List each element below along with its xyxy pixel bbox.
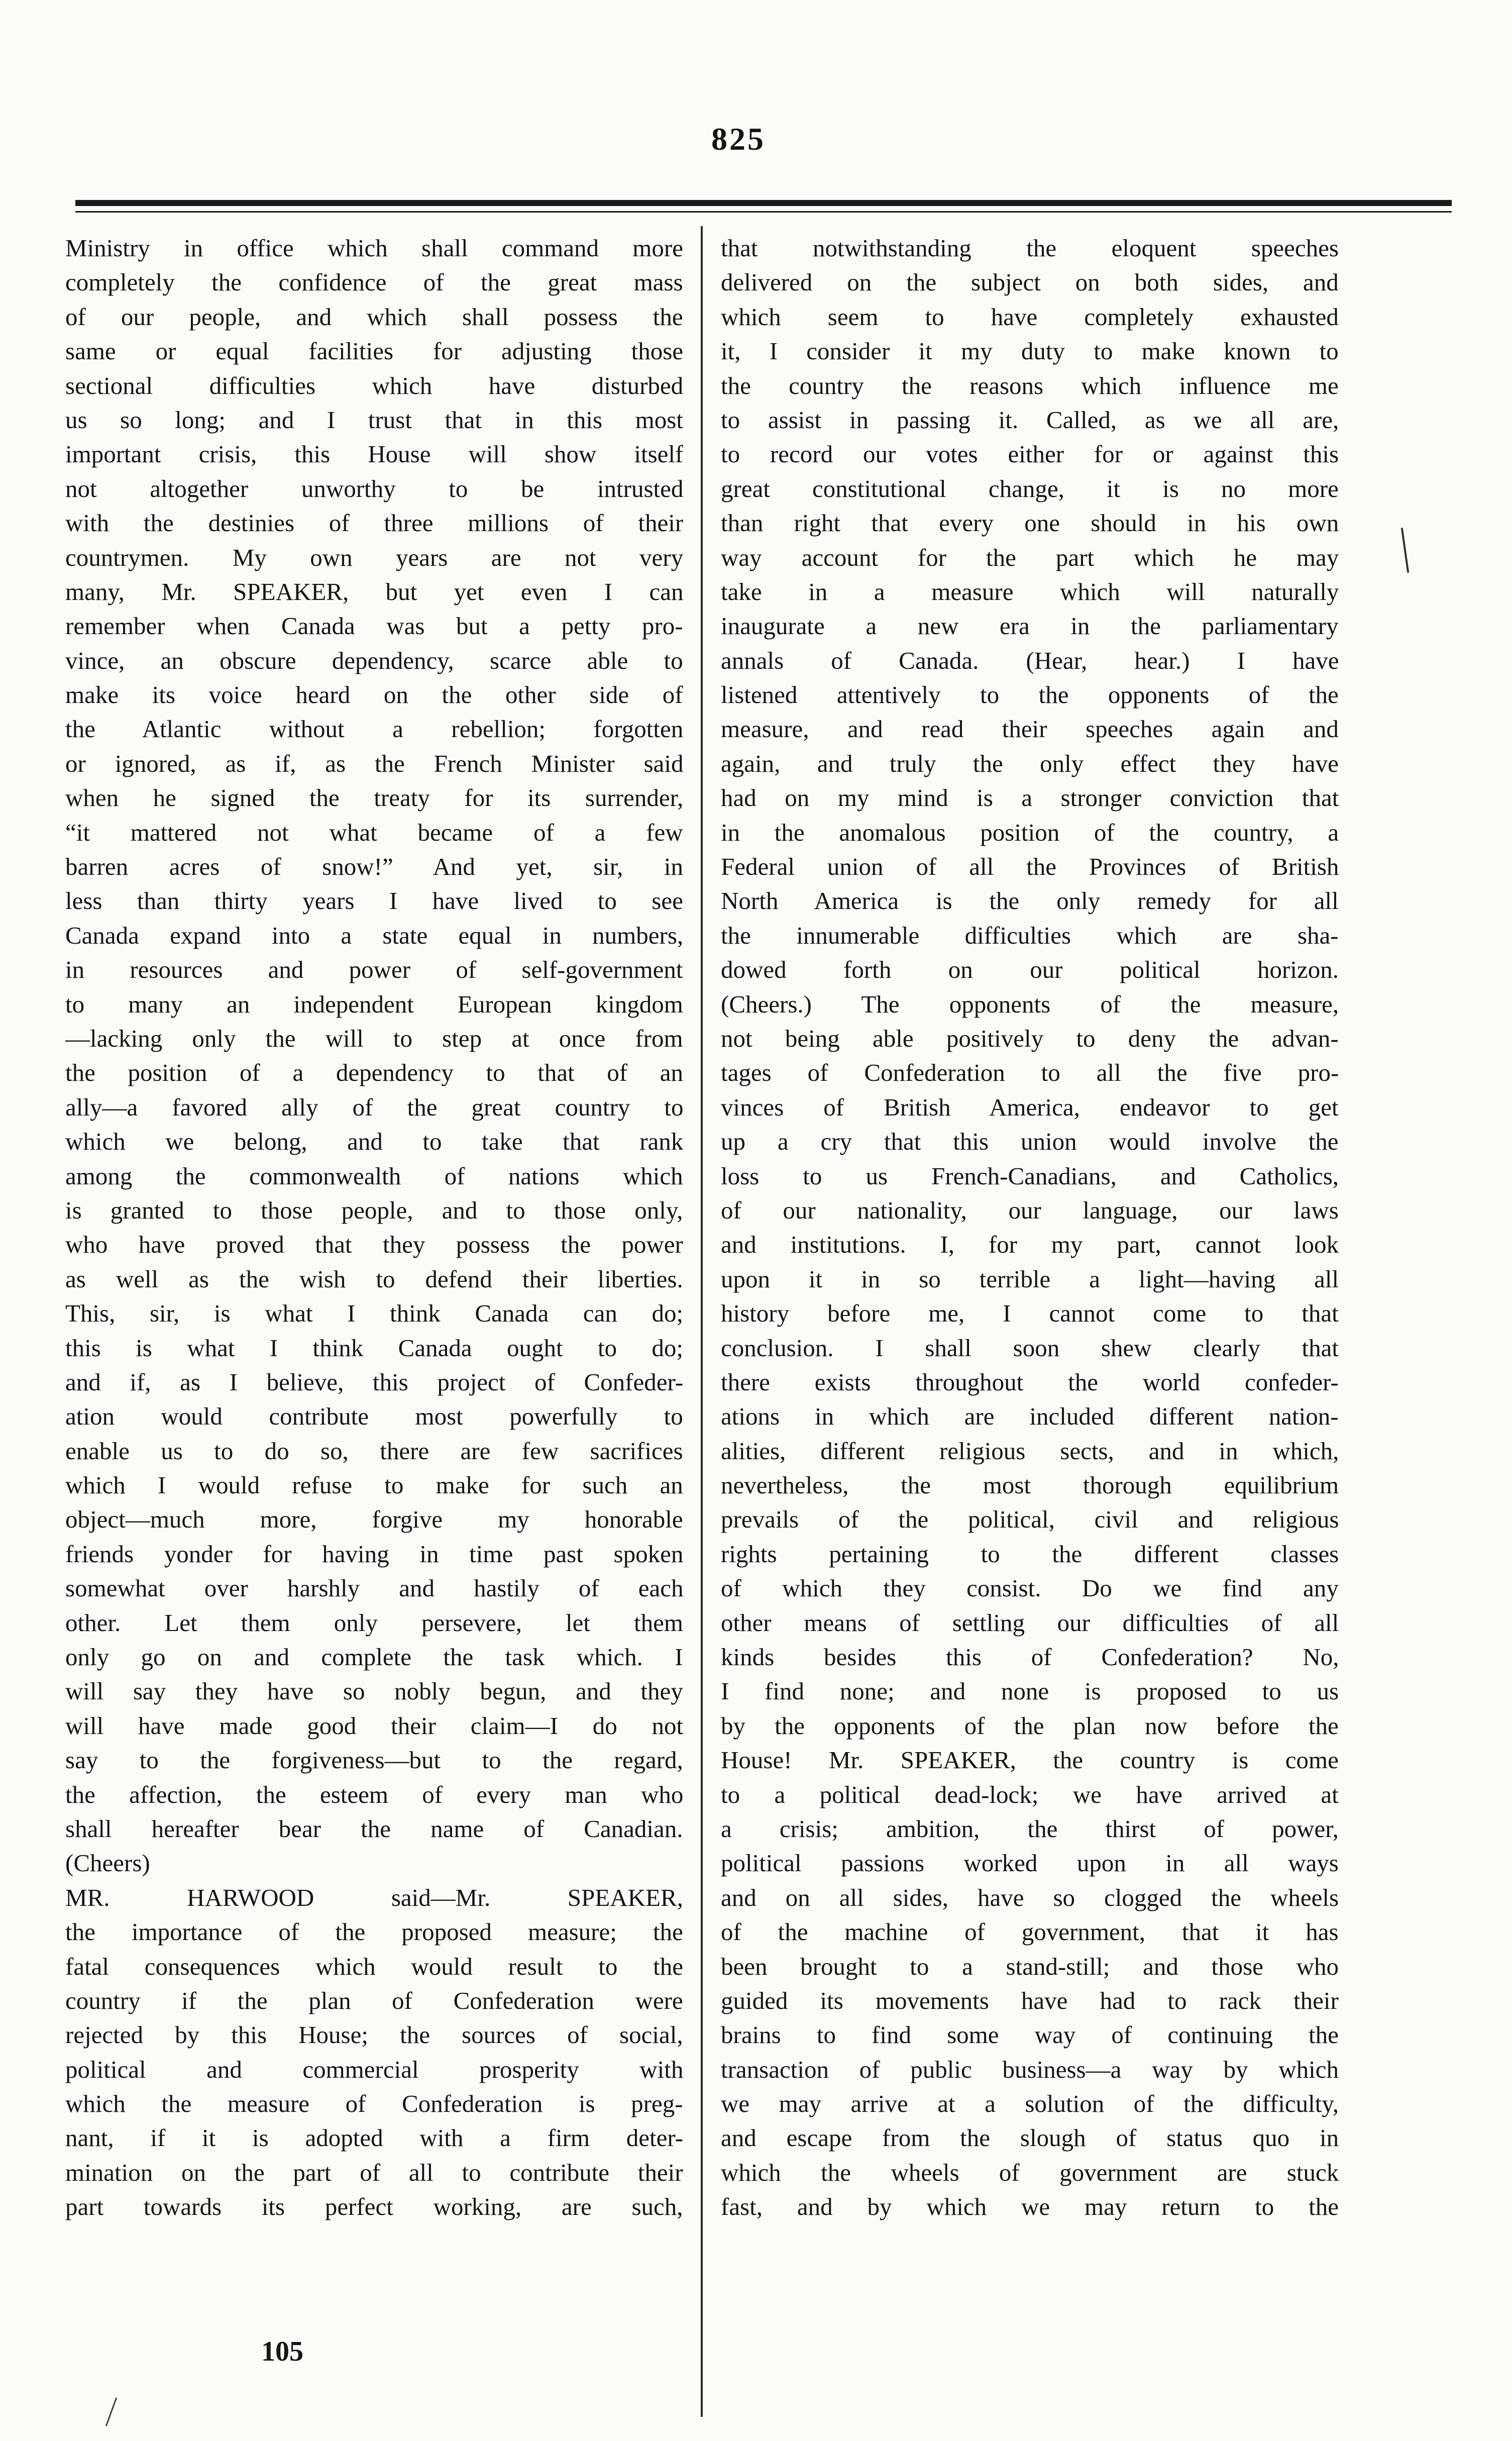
- text-line: delivered on the subject on both sides, and: [721, 268, 1339, 296]
- text-line: in the anomalous position of the country, a: [721, 818, 1339, 846]
- text-line: the Atlantic without a rebellion; forgotten: [65, 715, 683, 743]
- text-line: to record our votes either for or against this: [721, 440, 1339, 468]
- text-line: the innumerable difficulties which are sha-: [721, 921, 1339, 949]
- text-line: political and commercial prosperity with: [65, 2055, 683, 2083]
- header-rule-thin: [75, 211, 1452, 213]
- text-line: conclusion. I shall soon shew clearly that: [721, 1334, 1339, 1362]
- text-line: ally—a favored ally of the great country to: [65, 1093, 683, 1121]
- text-line: with the destinies of three millions of their: [65, 509, 683, 537]
- text-line: Federal union of all the Provinces of British: [721, 853, 1339, 881]
- text-line: only go on and complete the task which. I: [65, 1643, 683, 1671]
- text-line: again, and truly the only effect they have: [721, 749, 1339, 777]
- right-column: [721, 231, 1339, 2224]
- text-line: brains to find some way of continuing the: [721, 2021, 1339, 2049]
- text-line: which the wheels of government are stuck: [721, 2158, 1339, 2186]
- footer-number: 105: [261, 2336, 303, 2367]
- text-line: it, I consider it my duty to make known to: [721, 337, 1339, 365]
- text-line: ation would contribute most powerfully to: [65, 1402, 683, 1431]
- text-line: somewhat over harshly and hastily of each: [65, 1574, 683, 1602]
- text-line: in resources and power of self-government: [65, 956, 683, 984]
- text-line: of our nationality, our language, our laws: [721, 1196, 1339, 1224]
- text-line: same or equal facilities for adjusting those: [65, 337, 683, 365]
- text-line: way account for the part which he may: [721, 543, 1339, 571]
- text-line: This, sir, is what I think Canada can do;: [65, 1299, 683, 1328]
- text-line: the affection, the esteem of every man who: [65, 1780, 683, 1808]
- text-line: which I would refuse to make for such an: [65, 1471, 683, 1499]
- text-line: up a cry that this union would involve the: [721, 1128, 1339, 1156]
- text-line: (Cheers): [65, 1849, 150, 1877]
- text-line: the position of a dependency to that of an: [65, 1059, 683, 1087]
- text-line: tages of Confederation to all the five pro-: [721, 1059, 1339, 1087]
- text-line: object—much more, forgive my honorable: [65, 1505, 683, 1534]
- text-line: other. Let them only persevere, let them: [65, 1608, 683, 1637]
- text-line: great constitutional change, it is no more: [721, 474, 1339, 502]
- text-line: will say they have so nobly begun, and they: [65, 1677, 683, 1705]
- text-line: completely the confidence of the great mass: [65, 268, 683, 296]
- text-line: is granted to those people, and to those only,: [65, 1196, 683, 1224]
- text-line: listened attentively to the opponents of the: [721, 681, 1339, 709]
- text-line: not being able positively to deny the advan-: [721, 1024, 1339, 1052]
- text-line: us so long; and I trust that in this most: [65, 405, 683, 434]
- text-line: House! Mr. SPEAKER, the country is come: [721, 1746, 1339, 1774]
- text-line: fatal consequences which would result to the: [65, 1952, 683, 1980]
- text-line: prevails of the political, civil and religious: [721, 1505, 1339, 1534]
- text-line: and on all sides, have so clogged the wheels: [721, 1883, 1339, 1911]
- text-line: North America is the only remedy for all: [721, 887, 1339, 915]
- text-line: “it mattered not what became of a few: [65, 818, 683, 846]
- text-line: many, Mr. SPEAKER, but yet even I can: [65, 577, 683, 605]
- text-line: of the machine of government, that it has: [721, 1918, 1339, 1946]
- text-line: there exists throughout the world confeder-: [721, 1368, 1339, 1396]
- text-line: the country the reasons which influence me: [721, 371, 1339, 399]
- text-line: remember when Canada was but a petty pro-: [65, 612, 683, 640]
- header-rule-thick: [75, 200, 1452, 206]
- text-line: of which they consist. Do we find any: [721, 1574, 1339, 1602]
- text-line: Canada expand into a state equal in numbers,: [65, 921, 683, 949]
- text-line: vince, an obscure dependency, scarce able to: [65, 646, 683, 674]
- text-line: ations in which are included different nation-: [721, 1402, 1339, 1431]
- text-line: among the commonwealth of nations which: [65, 1162, 683, 1190]
- left-column: [65, 231, 683, 2224]
- text-line: MR. HARWOOD said—Mr. SPEAKER,: [65, 1883, 683, 1911]
- text-line: mination on the part of all to contribute their: [65, 2158, 683, 2186]
- text-line: important crisis, this House will show itself: [65, 440, 683, 468]
- text-line: other means of settling our difficulties of all: [721, 1608, 1339, 1637]
- text-line: barren acres of snow!” And yet, sir, in: [65, 853, 683, 881]
- text-line: a crisis; ambition, the thirst of power,: [721, 1814, 1339, 1843]
- text-line: make its voice heard on the other side of: [65, 681, 683, 709]
- text-line: the importance of the proposed measure; the: [65, 1918, 683, 1946]
- text-line: and escape from the slough of status quo in: [721, 2124, 1339, 2152]
- text-line: which seem to have completely exhausted: [721, 302, 1339, 331]
- text-line: had on my mind is a stronger conviction that: [721, 784, 1339, 812]
- text-line: this is what I think Canada ought to do;: [65, 1334, 683, 1362]
- text-line: countrymen. My own years are not very: [65, 543, 683, 571]
- text-line: —lacking only the will to step at once from: [65, 1024, 683, 1052]
- text-line: upon it in so terrible a light—having all: [721, 1265, 1339, 1293]
- text-line: vinces of British America, endeavor to get: [721, 1093, 1339, 1121]
- text-line: part towards its perfect working, are such,: [65, 2193, 683, 2221]
- text-line: measure, and read their speeches again and: [721, 715, 1339, 743]
- text-line: rights pertaining to the different classes: [721, 1540, 1339, 1568]
- text-line: alities, different religious sects, and in which,: [721, 1437, 1339, 1465]
- text-line: guided its movements have had to rack their: [721, 1986, 1339, 2014]
- text-line: history before me, I cannot come to that: [721, 1299, 1339, 1328]
- text-line: that notwithstanding the eloquent speeches: [721, 234, 1339, 262]
- text-line: or ignored, as if, as the French Minister said: [65, 749, 683, 777]
- text-line: which we belong, and to take that rank: [65, 1128, 683, 1156]
- text-line: inaugurate a new era in the parliamentary: [721, 612, 1339, 640]
- text-line: will have made good their claim—I do not: [65, 1711, 683, 1740]
- column-divider: [701, 226, 703, 2417]
- text-line: who have proved that they possess the power: [65, 1231, 683, 1259]
- text-line: been brought to a stand-still; and those who: [721, 1952, 1339, 1980]
- text-line: to a political dead-lock; we have arrived at: [721, 1780, 1339, 1808]
- margin-mark: [1401, 528, 1409, 573]
- text-line: rejected by this House; the sources of social,: [65, 2021, 683, 2049]
- bottom-mark: [105, 2397, 117, 2426]
- text-line: country if the plan of Confederation were: [65, 1986, 683, 2014]
- text-line: annals of Canada. (Hear, hear.) I have: [721, 646, 1339, 674]
- text-line: of our people, and which shall possess the: [65, 302, 683, 331]
- text-line: kinds besides this of Confederation? No,: [721, 1643, 1339, 1671]
- text-line: nevertheless, the most thorough equilibrium: [721, 1471, 1339, 1499]
- text-line: and institutions. I, for my part, cannot look: [721, 1231, 1339, 1259]
- text-line: than right that every one should in his own: [721, 509, 1339, 537]
- text-line: which the measure of Confederation is preg-: [65, 2090, 683, 2118]
- text-line: not altogether unworthy to be intrusted: [65, 474, 683, 502]
- text-line: take in a measure which will naturally: [721, 577, 1339, 605]
- page-number: 825: [711, 121, 766, 157]
- text-line: fast, and by which we may return to the: [721, 2193, 1339, 2221]
- text-line: by the opponents of the plan now before the: [721, 1711, 1339, 1740]
- text-line: nant, if it is adopted with a firm deter-: [65, 2124, 683, 2152]
- text-line: say to the forgiveness—but to the regard,: [65, 1746, 683, 1774]
- text-line: loss to us French-Canadians, and Catholics,: [721, 1162, 1339, 1190]
- text-line: shall hereafter bear the name of Canadian.: [65, 1814, 683, 1843]
- text-line: I find none; and none is proposed to us: [721, 1677, 1339, 1705]
- text-line: when he signed the treaty for its surrender,: [65, 784, 683, 812]
- text-line: less than thirty years I have lived to see: [65, 887, 683, 915]
- text-line: political passions worked upon in all ways: [721, 1849, 1339, 1877]
- text-line: Ministry in office which shall command more: [65, 234, 683, 262]
- text-line: to assist in passing it. Called, as we all are,: [721, 405, 1339, 434]
- text-line: we may arrive at a solution of the difficulty,: [721, 2090, 1339, 2118]
- text-line: transaction of public business—a way by which: [721, 2055, 1339, 2083]
- text-line: (Cheers.) The opponents of the measure,: [721, 990, 1339, 1018]
- text-line: to many an independent European kingdom: [65, 990, 683, 1018]
- text-line: as well as the wish to defend their liberties.: [65, 1265, 683, 1293]
- text-line: and if, as I believe, this project of Confeder-: [65, 1368, 683, 1396]
- text-line: sectional difficulties which have disturbed: [65, 371, 683, 399]
- text-line: dowed forth on our political horizon.: [721, 956, 1339, 984]
- text-line: friends yonder for having in time past spoken: [65, 1540, 683, 1568]
- text-line: enable us to do so, there are few sacrifices: [65, 1437, 683, 1465]
